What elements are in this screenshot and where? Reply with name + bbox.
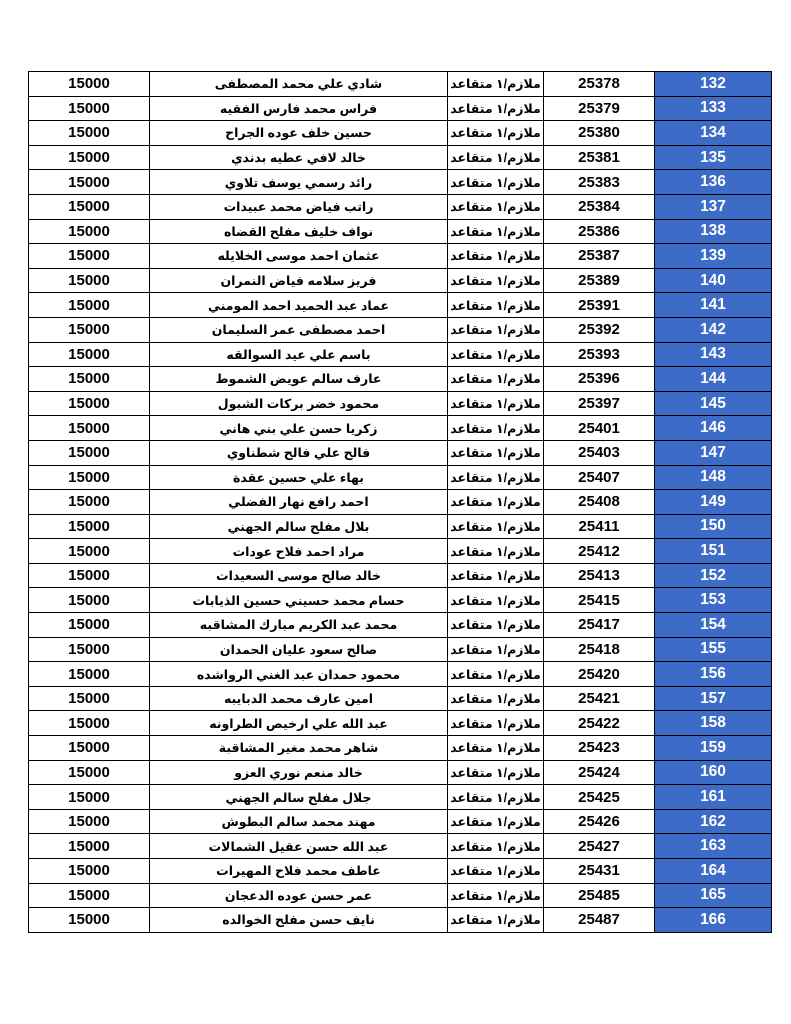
row-number-cell: 145 — [655, 391, 772, 416]
rank-cell: ملازم/١ متقاعد — [448, 490, 544, 515]
name-cell: محمد عبد الكريم مبارك المشاقبه — [150, 613, 448, 638]
row-number-cell: 157 — [655, 686, 772, 711]
rank-cell: ملازم/١ متقاعد — [448, 293, 544, 318]
table-row — [29, 440, 772, 465]
rank-cell: ملازم/١ متقاعد — [448, 317, 544, 342]
name-cell: جلال مفلح سالم الجهني — [150, 785, 448, 810]
amount-cell: 15000 — [29, 539, 150, 564]
table-row — [29, 588, 772, 613]
row-number-cell: 142 — [655, 317, 772, 342]
name-cell: باسم علي عيد السوالقه — [150, 342, 448, 367]
table-row — [29, 317, 772, 342]
name-cell: فالح علي فالح شطناوي — [150, 440, 448, 465]
id-cell: 25431 — [544, 859, 655, 884]
row-number-cell: 141 — [655, 293, 772, 318]
name-cell: محمود حمدان عبد الغني الرواشده — [150, 662, 448, 687]
rank-cell: ملازم/١ متقاعد — [448, 121, 544, 146]
name-cell: مراد احمد فلاح عودات — [150, 539, 448, 564]
id-cell: 25403 — [544, 440, 655, 465]
id-cell: 25412 — [544, 539, 655, 564]
row-number-cell: 150 — [655, 514, 772, 539]
amount-cell: 15000 — [29, 440, 150, 465]
name-cell: امين عارف محمد الدبايبه — [150, 686, 448, 711]
id-cell: 25381 — [544, 145, 655, 170]
table-row — [29, 736, 772, 761]
rank-cell: ملازم/١ متقاعد — [448, 588, 544, 613]
amount-cell: 15000 — [29, 662, 150, 687]
rank-cell: ملازم/١ متقاعد — [448, 662, 544, 687]
id-cell: 25383 — [544, 170, 655, 195]
table-body — [29, 72, 772, 933]
id-cell: 25380 — [544, 121, 655, 146]
table-row — [29, 760, 772, 785]
amount-cell: 15000 — [29, 834, 150, 859]
rank-cell: ملازم/١ متقاعد — [448, 514, 544, 539]
row-number-cell: 147 — [655, 440, 772, 465]
id-cell: 25393 — [544, 342, 655, 367]
name-cell: صالح سعود عليان الحمدان — [150, 637, 448, 662]
id-cell: 25392 — [544, 317, 655, 342]
table-row — [29, 834, 772, 859]
name-cell: عماد عبد الحميد احمد المومني — [150, 293, 448, 318]
row-number-cell: 148 — [655, 465, 772, 490]
row-number-cell: 165 — [655, 883, 772, 908]
row-number-cell: 163 — [655, 834, 772, 859]
row-number-cell: 164 — [655, 859, 772, 884]
rank-cell: ملازم/١ متقاعد — [448, 785, 544, 810]
amount-cell: 15000 — [29, 121, 150, 146]
rank-cell: ملازم/١ متقاعد — [448, 686, 544, 711]
table-row — [29, 637, 772, 662]
id-cell: 25413 — [544, 563, 655, 588]
amount-cell: 15000 — [29, 244, 150, 269]
table-row — [29, 293, 772, 318]
id-cell: 25418 — [544, 637, 655, 662]
row-number-cell: 152 — [655, 563, 772, 588]
id-cell: 25424 — [544, 760, 655, 785]
name-cell: خالد لافي عطيه بدندي — [150, 145, 448, 170]
amount-cell: 15000 — [29, 96, 150, 121]
table-row — [29, 194, 772, 219]
id-cell: 25378 — [544, 72, 655, 97]
row-number-cell: 151 — [655, 539, 772, 564]
table-row — [29, 342, 772, 367]
table-row — [29, 145, 772, 170]
amount-cell: 15000 — [29, 736, 150, 761]
id-cell: 25485 — [544, 883, 655, 908]
amount-cell: 15000 — [29, 145, 150, 170]
id-cell: 25427 — [544, 834, 655, 859]
id-cell: 25397 — [544, 391, 655, 416]
row-number-cell: 159 — [655, 736, 772, 761]
id-cell: 25422 — [544, 711, 655, 736]
row-number-cell: 158 — [655, 711, 772, 736]
table-row — [29, 490, 772, 515]
name-cell: نايف حسن مفلح الخوالده — [150, 908, 448, 933]
id-cell: 25423 — [544, 736, 655, 761]
name-cell: حسام محمد حسيني حسين الذيابات — [150, 588, 448, 613]
row-number-cell: 136 — [655, 170, 772, 195]
name-cell: زكريا حسن علي بني هاني — [150, 416, 448, 441]
id-cell: 25391 — [544, 293, 655, 318]
rank-cell: ملازم/١ متقاعد — [448, 637, 544, 662]
rank-cell: ملازم/١ متقاعد — [448, 342, 544, 367]
name-cell: بلال مفلح سالم الجهني — [150, 514, 448, 539]
id-cell: 25401 — [544, 416, 655, 441]
name-cell: فراس محمد فارس الفقيه — [150, 96, 448, 121]
rank-cell: ملازم/١ متقاعد — [448, 883, 544, 908]
table-row — [29, 219, 772, 244]
table-row — [29, 96, 772, 121]
amount-cell: 15000 — [29, 72, 150, 97]
name-cell: عثمان احمد موسى الخلايله — [150, 244, 448, 269]
rank-cell: ملازم/١ متقاعد — [448, 170, 544, 195]
row-number-cell: 149 — [655, 490, 772, 515]
row-number-cell: 161 — [655, 785, 772, 810]
id-cell: 25426 — [544, 809, 655, 834]
name-cell: خالد منعم نوري العزو — [150, 760, 448, 785]
amount-cell: 15000 — [29, 588, 150, 613]
amount-cell: 15000 — [29, 883, 150, 908]
id-cell: 25421 — [544, 686, 655, 711]
row-number-cell: 162 — [655, 809, 772, 834]
rank-cell: ملازم/١ متقاعد — [448, 711, 544, 736]
table-row — [29, 391, 772, 416]
name-cell: احمد رافع نهار الفضلي — [150, 490, 448, 515]
id-cell: 25386 — [544, 219, 655, 244]
table-row — [29, 367, 772, 392]
row-number-cell: 135 — [655, 145, 772, 170]
table-row — [29, 539, 772, 564]
table-row — [29, 72, 772, 97]
name-cell: احمد مصطفى عمر السليمان — [150, 317, 448, 342]
amount-cell: 15000 — [29, 194, 150, 219]
rank-cell: ملازم/١ متقاعد — [448, 367, 544, 392]
amount-cell: 15000 — [29, 367, 150, 392]
table-row — [29, 809, 772, 834]
id-cell: 25384 — [544, 194, 655, 219]
id-cell: 25387 — [544, 244, 655, 269]
id-cell: 25407 — [544, 465, 655, 490]
amount-cell: 15000 — [29, 219, 150, 244]
rank-cell: ملازم/١ متقاعد — [448, 539, 544, 564]
name-cell: عاطف محمد فلاح المهيرات — [150, 859, 448, 884]
rank-cell: ملازم/١ متقاعد — [448, 834, 544, 859]
name-cell: رائد رسمي يوسف تلاوي — [150, 170, 448, 195]
name-cell: مهند محمد سالم البطوش — [150, 809, 448, 834]
amount-cell: 15000 — [29, 637, 150, 662]
rank-cell: ملازم/١ متقاعد — [448, 908, 544, 933]
amount-cell: 15000 — [29, 711, 150, 736]
id-cell: 25487 — [544, 908, 655, 933]
table-row — [29, 121, 772, 146]
rank-cell: ملازم/١ متقاعد — [448, 613, 544, 638]
rank-cell: ملازم/١ متقاعد — [448, 145, 544, 170]
table-row — [29, 244, 772, 269]
rank-cell: ملازم/١ متقاعد — [448, 440, 544, 465]
name-cell: عارف سالم عويض الشموط — [150, 367, 448, 392]
row-number-cell: 160 — [655, 760, 772, 785]
name-cell: نواف خليف مفلح القضاه — [150, 219, 448, 244]
row-number-cell: 144 — [655, 367, 772, 392]
retirees-table — [28, 71, 772, 933]
amount-cell: 15000 — [29, 465, 150, 490]
table-row — [29, 268, 772, 293]
rank-cell: ملازم/١ متقاعد — [448, 391, 544, 416]
id-cell: 25415 — [544, 588, 655, 613]
amount-cell: 15000 — [29, 809, 150, 834]
amount-cell: 15000 — [29, 416, 150, 441]
table-row — [29, 686, 772, 711]
table-row — [29, 170, 772, 195]
amount-cell: 15000 — [29, 563, 150, 588]
rank-cell: ملازم/١ متقاعد — [448, 244, 544, 269]
row-number-cell: 153 — [655, 588, 772, 613]
amount-cell: 15000 — [29, 785, 150, 810]
name-cell: شاهر محمد مغير المشاقبة — [150, 736, 448, 761]
id-cell: 25417 — [544, 613, 655, 638]
table-row — [29, 514, 772, 539]
row-number-cell: 134 — [655, 121, 772, 146]
name-cell: عبد الله حسن عقيل الشمالات — [150, 834, 448, 859]
table-row — [29, 563, 772, 588]
name-cell: حسين خلف عوده الجراح — [150, 121, 448, 146]
rank-cell: ملازم/١ متقاعد — [448, 809, 544, 834]
name-cell: راتب فياض محمد عبيدات — [150, 194, 448, 219]
table-row — [29, 416, 772, 441]
rank-cell: ملازم/١ متقاعد — [448, 96, 544, 121]
name-cell: بهاء علي حسين عقدة — [150, 465, 448, 490]
name-cell: شادي علي محمد المصطفى — [150, 72, 448, 97]
id-cell: 25379 — [544, 96, 655, 121]
amount-cell: 15000 — [29, 613, 150, 638]
row-number-cell: 138 — [655, 219, 772, 244]
table-row — [29, 613, 772, 638]
id-cell: 25389 — [544, 268, 655, 293]
table-row — [29, 908, 772, 933]
amount-cell: 15000 — [29, 859, 150, 884]
table-row — [29, 883, 772, 908]
amount-cell: 15000 — [29, 293, 150, 318]
amount-cell: 15000 — [29, 514, 150, 539]
name-cell: فريز سلامه فياض النمران — [150, 268, 448, 293]
name-cell: محمود خضر بركات الشبول — [150, 391, 448, 416]
rank-cell: ملازم/١ متقاعد — [448, 859, 544, 884]
row-number-cell: 143 — [655, 342, 772, 367]
rank-cell: ملازم/١ متقاعد — [448, 72, 544, 97]
rank-cell: ملازم/١ متقاعد — [448, 465, 544, 490]
amount-cell: 15000 — [29, 170, 150, 195]
table-row — [29, 465, 772, 490]
rank-cell: ملازم/١ متقاعد — [448, 219, 544, 244]
row-number-cell: 166 — [655, 908, 772, 933]
row-number-cell: 156 — [655, 662, 772, 687]
row-number-cell: 140 — [655, 268, 772, 293]
row-number-cell: 139 — [655, 244, 772, 269]
name-cell: عمر حسن عوده الدعجان — [150, 883, 448, 908]
name-cell: خالد صالح موسى السعيدات — [150, 563, 448, 588]
table-row — [29, 785, 772, 810]
amount-cell: 15000 — [29, 490, 150, 515]
rank-cell: ملازم/١ متقاعد — [448, 416, 544, 441]
rank-cell: ملازم/١ متقاعد — [448, 563, 544, 588]
id-cell: 25425 — [544, 785, 655, 810]
table-row — [29, 859, 772, 884]
name-cell: عبد الله علي ارخيص الطراونه — [150, 711, 448, 736]
table-row — [29, 662, 772, 687]
row-number-cell: 137 — [655, 194, 772, 219]
rank-cell: ملازم/١ متقاعد — [448, 194, 544, 219]
amount-cell: 15000 — [29, 686, 150, 711]
amount-cell: 15000 — [29, 268, 150, 293]
amount-cell: 15000 — [29, 760, 150, 785]
id-cell: 25420 — [544, 662, 655, 687]
rank-cell: ملازم/١ متقاعد — [448, 268, 544, 293]
id-cell: 25408 — [544, 490, 655, 515]
id-cell: 25411 — [544, 514, 655, 539]
amount-cell: 15000 — [29, 391, 150, 416]
id-cell: 25396 — [544, 367, 655, 392]
rank-cell: ملازم/١ متقاعد — [448, 736, 544, 761]
row-number-cell: 133 — [655, 96, 772, 121]
row-number-cell: 132 — [655, 72, 772, 97]
table-row — [29, 711, 772, 736]
row-number-cell: 146 — [655, 416, 772, 441]
amount-cell: 15000 — [29, 342, 150, 367]
amount-cell: 15000 — [29, 908, 150, 933]
row-number-cell: 154 — [655, 613, 772, 638]
rank-cell: ملازم/١ متقاعد — [448, 760, 544, 785]
amount-cell: 15000 — [29, 317, 150, 342]
row-number-cell: 155 — [655, 637, 772, 662]
